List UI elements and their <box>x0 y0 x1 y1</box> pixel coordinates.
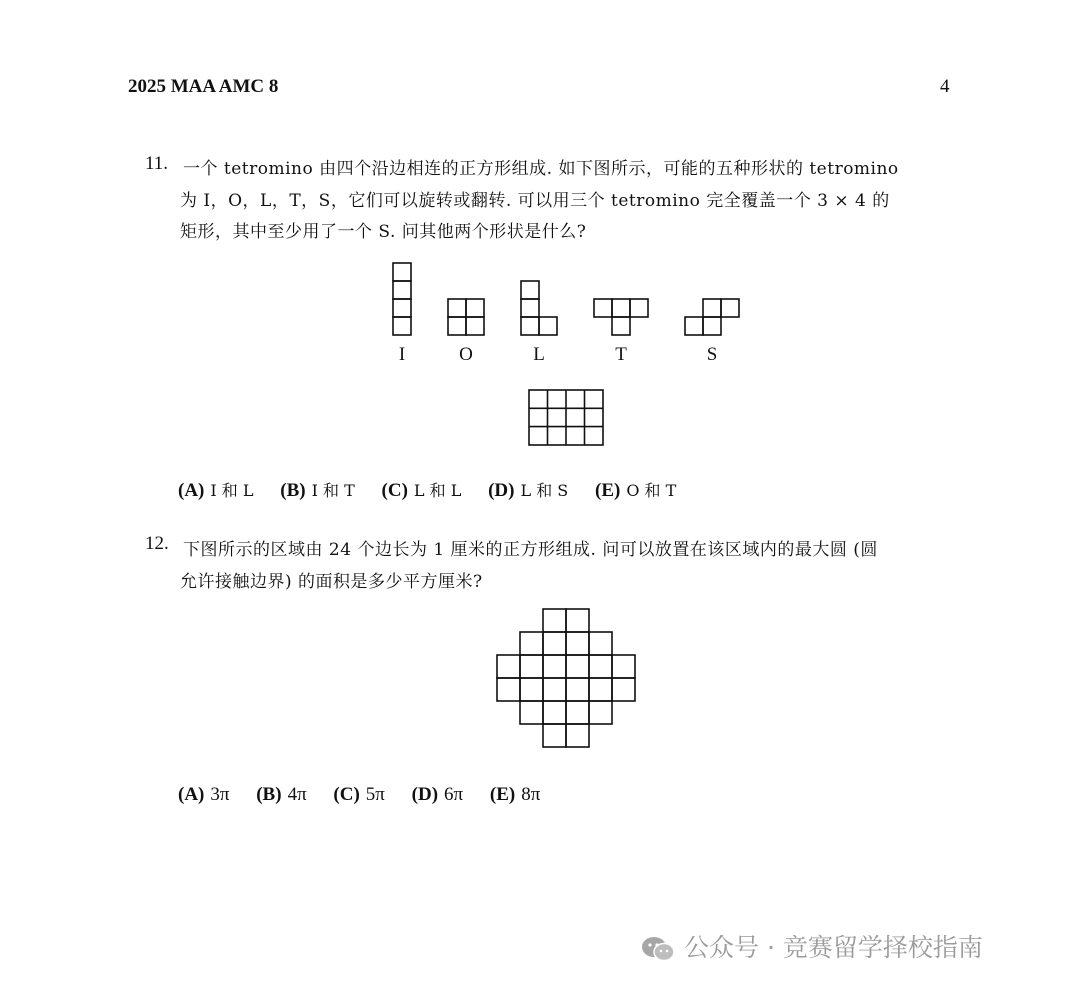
tetromino-shapes-figure <box>380 255 760 345</box>
shape-label-o: O <box>459 344 473 365</box>
q12-line-1: 下图所示的区域由 24 个边长为 1 厘米的正方形组成. 问可以放置在该区域内的最大圆 (圆 <box>183 540 878 560</box>
q12-number: 12. <box>145 533 169 554</box>
q11-choice-d[interactable]: (D) L 和 S <box>488 480 569 501</box>
wechat-icon <box>640 935 676 963</box>
header-title: 2025 MAA AMC 8 <box>128 76 279 97</box>
q12-choice-a[interactable]: (A) 3π <box>178 784 230 805</box>
q11-choice-b[interactable]: (B) I 和 T <box>280 480 355 501</box>
tetromino-t-shape <box>594 299 648 335</box>
q11-choice-e[interactable]: (E) O 和 T <box>595 480 677 501</box>
page-number: 4 <box>940 76 950 97</box>
q11-choice-a[interactable]: (A) I 和 L <box>178 480 254 501</box>
q11-choice-c[interactable]: (C) L 和 L <box>381 480 462 501</box>
tetromino-l-shape <box>521 281 557 335</box>
shape-label-i: I <box>398 344 406 365</box>
q11-number: 11. <box>145 153 169 174</box>
shape-label-t: T <box>615 344 627 365</box>
tetromino-i-shape <box>393 263 411 335</box>
q11-line-1: 一个 tetromino 由四个沿边相连的正方形组成. 如下图所示，可能的五种形状的 tetromino <box>183 159 899 179</box>
rectangle-3x4-grid <box>525 386 609 450</box>
tetromino-o-shape <box>448 299 484 335</box>
shape-label-s: S <box>706 344 718 365</box>
q12-choice-d[interactable]: (D) 6π <box>411 784 464 805</box>
q11-line-2: 为 I，O，L，T，S，它们可以旋转或翻转. 可以用三个 tetromino 完全覆盖一个 3 × 4 的 <box>180 191 890 211</box>
shape-label-l: L <box>533 344 545 365</box>
q12-choice-e[interactable]: (E) 8π <box>489 784 541 805</box>
q11-answer-choices <box>178 478 698 502</box>
q12-choice-c[interactable]: (C) 5π <box>333 784 385 805</box>
q12-answer-choices <box>178 784 562 806</box>
tetromino-s-shape <box>685 299 739 335</box>
square-region-figure <box>492 604 640 752</box>
q11-line-3: 矩形，其中至少用了一个 S. 问其他两个形状是什么? <box>180 222 587 242</box>
q12-choice-b[interactable]: (B) 4π <box>256 784 307 805</box>
watermark <box>640 928 983 964</box>
watermark-text: 公众号 · 竞赛留学择校指南 <box>684 933 983 962</box>
q12-line-2: 允许接触边界) 的面积是多少平方厘米? <box>180 572 483 592</box>
